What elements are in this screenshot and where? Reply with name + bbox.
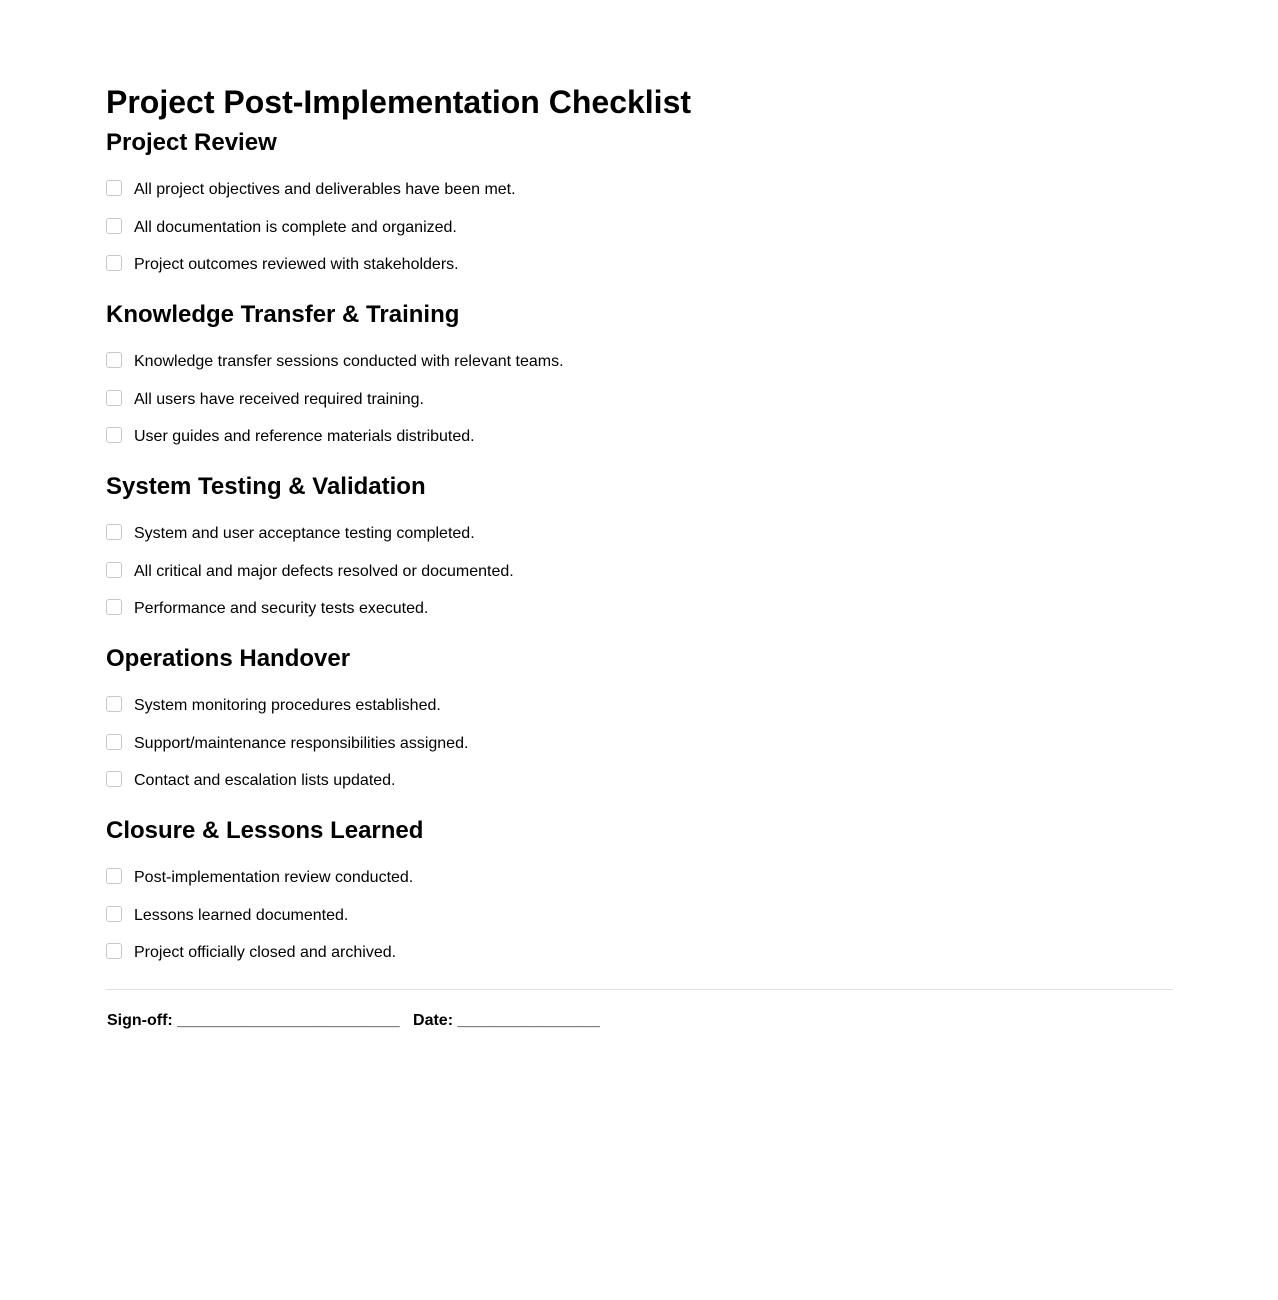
item-label: Post-implementation review conducted. <box>134 869 414 887</box>
checkbox[interactable] <box>106 524 122 540</box>
checkbox[interactable] <box>106 255 122 271</box>
item-label: Knowledge transfer sessions conducted with relevant teams. <box>134 352 564 370</box>
checkbox[interactable] <box>106 696 122 712</box>
section-heading: Operations Handover <box>106 645 351 673</box>
item-label: Project outcomes reviewed with stakeholders. <box>134 256 459 274</box>
item-label: System monitoring procedures established. <box>134 697 441 715</box>
section-project-review <box>106 127 1173 284</box>
checklist-item <box>106 343 1173 381</box>
checklist-item <box>106 763 1173 801</box>
checkbox[interactable] <box>106 868 122 884</box>
checkbox[interactable] <box>106 427 122 443</box>
checklist-item <box>106 246 1173 284</box>
checkbox[interactable] <box>106 352 122 368</box>
checklist-item <box>106 381 1173 419</box>
checkbox[interactable] <box>106 180 122 196</box>
signoff-label: Sign-off: <box>107 1012 173 1029</box>
checklist-item <box>106 209 1173 247</box>
section-closure <box>106 815 1173 972</box>
checklist-item <box>106 515 1173 553</box>
item-label: All project objectives and deliverables have been met. <box>134 180 516 198</box>
section-heading: Project Review <box>106 129 277 156</box>
checklist-item <box>106 935 1173 973</box>
checkbox[interactable] <box>106 734 122 750</box>
section-heading: Closure & Lessons Learned <box>106 817 424 845</box>
checkbox[interactable] <box>106 906 122 922</box>
item-label: Contact and escalation lists updated. <box>134 772 396 790</box>
checkbox[interactable] <box>106 771 122 787</box>
checklist-item <box>106 591 1173 629</box>
checklist-item <box>106 725 1173 763</box>
checklist-item <box>106 553 1173 591</box>
item-label: Performance and security tests executed. <box>134 600 429 618</box>
item-label: User guides and reference materials distributed. <box>134 428 475 446</box>
date-line: ________________ <box>457 1012 600 1029</box>
section-heading: Knowledge Transfer & Training <box>106 301 460 329</box>
item-label: All critical and major defects resolved or documented. <box>134 562 514 580</box>
checklist-item <box>106 859 1173 897</box>
checklist-item <box>106 171 1173 209</box>
checklist-item <box>106 418 1173 456</box>
divider <box>106 989 1173 990</box>
checklist-document <box>106 80 1173 972</box>
item-label: Lessons learned documented. <box>134 906 349 924</box>
item-label: All documentation is complete and organized. <box>134 218 457 236</box>
section-heading: System Testing & Validation <box>106 473 426 501</box>
item-label: All users have received required training. <box>134 390 424 408</box>
checkbox[interactable] <box>106 943 122 959</box>
checkbox[interactable] <box>106 218 122 234</box>
section-knowledge-transfer <box>106 299 1173 456</box>
item-label: Support/maintenance responsibilities assigned. <box>134 734 469 752</box>
date-label: Date: <box>413 1012 454 1029</box>
checkbox[interactable] <box>106 390 122 406</box>
section-system-testing <box>106 471 1173 628</box>
section-operations-handover <box>106 643 1173 800</box>
checkbox[interactable] <box>106 599 122 615</box>
item-label: System and user acceptance testing completed. <box>134 524 475 542</box>
checklist-item <box>106 897 1173 935</box>
page-title: Project Post-Implementation Checklist <box>106 84 692 120</box>
item-label: Project officially closed and archived. <box>134 944 397 962</box>
signoff-line: _________________________ <box>177 1012 400 1029</box>
checklist-item <box>106 687 1173 725</box>
signoff-row <box>107 1012 600 1030</box>
checkbox[interactable] <box>106 562 122 578</box>
